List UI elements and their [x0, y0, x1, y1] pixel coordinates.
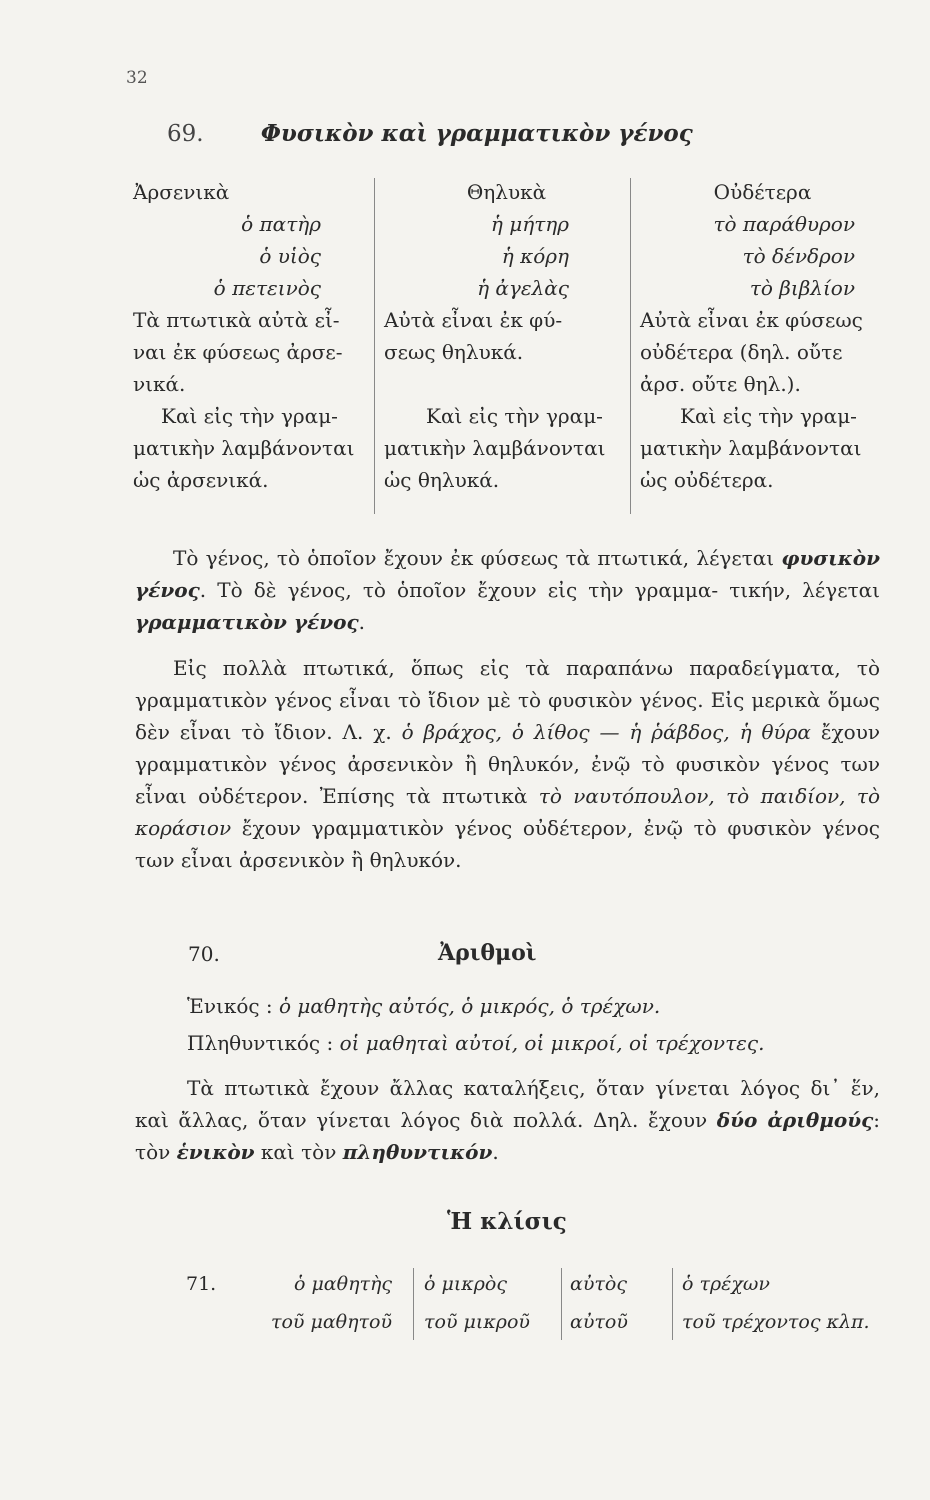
table-divider [413, 1268, 414, 1340]
section-number: 69. [167, 121, 204, 147]
text: : τὸν [135, 1108, 881, 1164]
column-heading: Οὐδέτερα [713, 180, 812, 204]
label: Ἑνικός : [187, 994, 273, 1018]
example: τὸ παράθυρον [713, 212, 855, 236]
text: . Τὸ δὲ γένος, τὸ ὁποῖον ἔχουν εἰς τὴν γραμμα- [199, 578, 719, 602]
column-divider [630, 178, 631, 514]
bold-term: φυσικὸν γένος [135, 546, 880, 602]
text: Τὸ γένος, τὸ ὁποῖον ἔχουν ἐκ φύσεως τὰ πτωτικά, λέγεται [173, 546, 775, 570]
column-divider [374, 178, 375, 514]
bold-term: γραμματικὸν γένος [135, 610, 359, 634]
example: ὁ υἱὸς [259, 244, 321, 268]
blank-line [384, 368, 629, 400]
example: ἡ κόρη [501, 244, 569, 268]
note-line: ματικὴν λαμβάνονται [384, 436, 606, 460]
table-cell: αὐτοῦ [570, 1311, 628, 1333]
examples: ὁ μαθητὴς αὐτός, ὁ μικρός, ὁ τρέχων. [279, 994, 661, 1018]
examples: οἱ μαθηταὶ αὐτοί, οἱ μικροί, οἱ τρέχοντες. [339, 1031, 765, 1055]
section-number: 71. [186, 1273, 217, 1295]
example: ἡ μήτηρ [490, 212, 569, 236]
note-line: Αὐτὰ εἶναι ἐκ φύσεως [640, 308, 863, 332]
label: Πληθυντικός : [187, 1031, 334, 1055]
paragraph-examples [135, 652, 880, 876]
example: ὁ πατὴρ [241, 212, 321, 236]
section-title: Ἀριθμοὶ [438, 940, 537, 966]
section-title: Φυσικὸν καὶ γραμματικὸν γένος [260, 120, 693, 147]
example: τὸ βιβλίον [749, 276, 855, 300]
table-cell: τοῦ μικροῦ [424, 1311, 530, 1333]
text: ἔχουν γραμματικὸν γένος οὐδέτερον, ἐνῷ τὸ φυσικὸν γένος των εἶναι ἀρσενικὸν ἢ θηλυκόν. [135, 816, 881, 872]
declension-heading: Ἡ κλίσις [447, 1208, 567, 1235]
section-number: 70. [188, 942, 220, 966]
table-cell: ὁ μικρὸς [424, 1273, 507, 1295]
bold-term: πληθυντικόν [342, 1140, 493, 1164]
note-line: ὡς θηλυκά. [384, 468, 500, 492]
note-line: ματικὴν λαμβάνονται [640, 436, 862, 460]
bold-term: ἑνικὸν [176, 1140, 255, 1164]
example: ὁ πετεινὸς [213, 276, 321, 300]
text: καὶ τὸν [260, 1140, 337, 1164]
paragraph-genus [135, 542, 880, 638]
bold-term: δύο ἀριθμούς [716, 1108, 874, 1132]
column-heading: Ἀρσενικὰ [133, 180, 230, 204]
note-line: Καὶ εἰς τὴν γραμ- [426, 404, 603, 428]
example: τὸ δένδρον [742, 244, 855, 268]
table-divider [672, 1268, 673, 1340]
note-line: οὐδέτερα (δηλ. οὔτε [640, 340, 843, 364]
text: . [492, 1140, 499, 1164]
table-cell: ὁ μαθητὴς [293, 1273, 392, 1295]
table-divider [561, 1268, 562, 1340]
column-neuter [640, 176, 885, 496]
note-line: ναι ἐκ φύσεως ἀρσε- [133, 340, 343, 364]
note-line: ὡς οὐδέτερα. [640, 468, 774, 492]
text: τικήν, λέγεται [729, 578, 881, 602]
table-cell: τοῦ μαθητοῦ [270, 1311, 392, 1333]
page-number: 32 [126, 68, 148, 88]
note-line: νικά. [133, 372, 186, 396]
section-69-heading [167, 120, 693, 147]
paragraph-numbers [135, 1072, 880, 1168]
column-masculine [133, 176, 373, 496]
italic-examples: τὸ ναυτόπουλον, τὸ παιδίον, τὸ κοράσιον [135, 784, 880, 840]
plural-line [135, 1027, 880, 1059]
text: . [358, 610, 365, 634]
text: Τὰ πτωτικὰ ἔχουν ἄλλας καταλήξεις, ὅταν γίνεται λόγος δι᾽ ἕν, καὶ ἄλλας, ὅταν γίνεται λόγος διὰ πολλά. Δηλ. ἔχουν [135, 1076, 880, 1132]
singular-line [135, 990, 880, 1022]
note-line: σεως θηλυκά. [384, 340, 524, 364]
note-line: Καὶ εἰς τὴν γραμ- [680, 404, 857, 428]
text: Εἰς πολλὰ πτωτικά, ὅπως εἰς τὰ παραπάνω παραδείγματα, τὸ γραμματικὸν γένος εἶναι τὸ ἴδιον μὲ τὸ φυσικὸν γένος. Εἰς μερικὰ ὅμως δὲν εἶναι τὸ ἴδιον. Λ. χ. [135, 656, 880, 744]
text: ἔχουν γραμματικὸν γένος ἀρσενικὸν ἢ θηλυκόν, ἐνῷ τὸ φυσικὸν γένος των εἶναι οὐδέτερον. Ἐπίσης τὰ πτωτικὰ [135, 720, 881, 808]
note-line: Αὐτὰ εἶναι ἐκ φύ- [384, 308, 563, 332]
column-feminine [384, 176, 629, 496]
italic-examples: ὁ βράχος, ὁ λίθος — ἡ ῥάβδος, ἡ θύρα [401, 720, 811, 744]
note-line: Καὶ εἰς τὴν γραμ- [161, 404, 338, 428]
table-cell: τοῦ τρέχοντος κλπ. [682, 1311, 870, 1333]
note-line: Τὰ πτωτικὰ αὐτὰ εἶ- [133, 308, 340, 332]
note-line: ματικὴν λαμβάνονται [133, 436, 355, 460]
table-cell: ὁ τρέχων [682, 1273, 770, 1295]
column-heading: Θηλυκὰ [466, 180, 547, 204]
note-line: ἀρσ. οὔτε θηλ.). [640, 372, 801, 396]
note-line: ὡς ἀρσενικά. [133, 468, 269, 492]
example: ἡ ἀγελὰς [477, 276, 569, 300]
table-cell: αὐτὸς [570, 1273, 627, 1295]
